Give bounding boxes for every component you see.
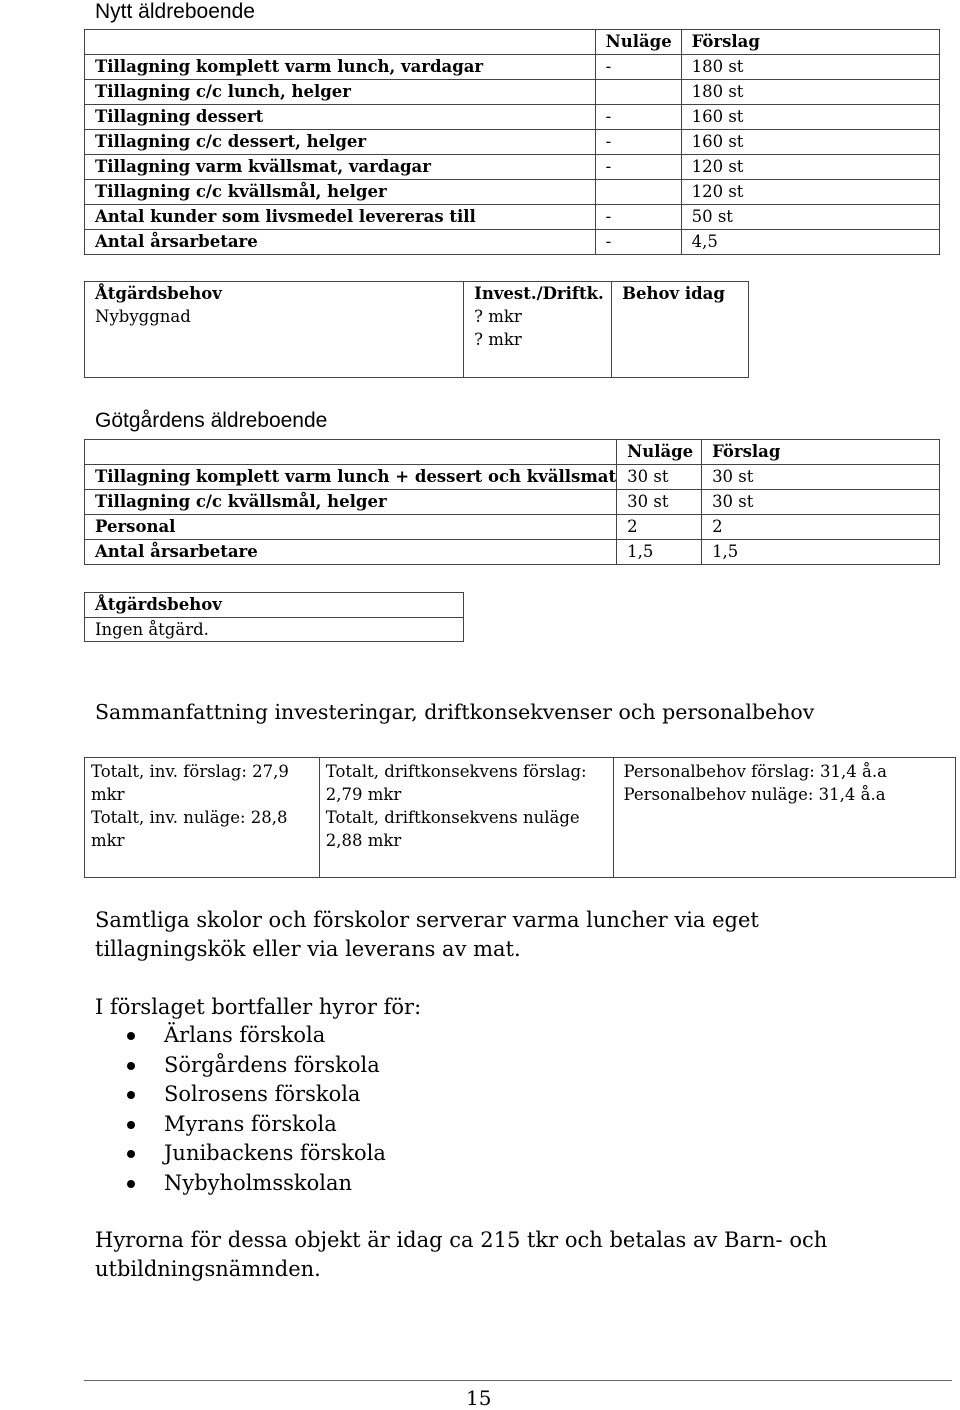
paragraph-line: tillagningskök eller via leverans av mat. — [95, 937, 521, 961]
table-row — [85, 540, 940, 565]
bullet-icon — [127, 1091, 135, 1099]
row-nulage — [595, 80, 681, 105]
table-row — [85, 230, 940, 255]
table-row — [85, 55, 940, 80]
row-nulage: 30 st — [617, 490, 702, 515]
row-label: Antal årsarbetare — [85, 540, 617, 565]
bullet-icon — [127, 1150, 135, 1158]
row-nulage: - — [595, 205, 681, 230]
row-label: Antal årsarbetare — [85, 230, 596, 255]
summary-inv-cell — [85, 758, 320, 878]
row-label: Antal kunder som livsmedel levereras till — [85, 205, 596, 230]
header-nulage: Nuläge — [617, 440, 702, 465]
row-forslag: 160 st — [681, 130, 939, 155]
table-atgardsbehov-1 — [84, 281, 749, 378]
list-item-label: Myrans förskola — [164, 1111, 337, 1136]
rent-list — [95, 1021, 386, 1199]
row-forslag: 120 st — [681, 155, 939, 180]
section-title-gotgardens: Götgårdens äldreboende — [95, 409, 328, 432]
bullet-icon — [127, 1032, 135, 1040]
action-header: Åtgärdsbehov — [95, 284, 222, 303]
paragraph-line: utbildningsnämnden. — [95, 1257, 321, 1281]
row-label: Tillagning komplett varm lunch, vardagar — [85, 55, 596, 80]
table-row — [85, 490, 940, 515]
row-label: Tillagning c/c dessert, helger — [85, 130, 596, 155]
row-nulage: - — [595, 155, 681, 180]
row-forslag: 180 st — [681, 55, 939, 80]
list-item-label: Nybyholmsskolan — [164, 1170, 353, 1195]
row-forslag: 2 — [702, 515, 940, 540]
summary-drift-cell — [319, 758, 613, 878]
invest-header: Invest./Driftk. — [474, 284, 604, 303]
list-item — [95, 1139, 386, 1169]
summary-inv-line: mkr — [91, 785, 125, 804]
action-cell-3 — [612, 282, 749, 378]
bullet-icon — [127, 1062, 135, 1070]
summary-drift-line: 2,79 mkr — [325, 785, 402, 804]
paragraph-line: Hyrorna för dessa objekt är idag ca 215 tkr och betalas av Barn- och — [95, 1228, 828, 1252]
summary-personal-line: Personalbehov nuläge: 31,4 å.a — [623, 785, 886, 804]
row-forslag: 160 st — [681, 105, 939, 130]
row-forslag: 30 st — [702, 465, 940, 490]
summary-inv-line: Totalt, inv. nuläge: 28,8 — [91, 808, 288, 827]
summary-inv-line: mkr — [91, 831, 125, 850]
list-item — [95, 1169, 386, 1199]
page-number: 15 — [466, 1386, 492, 1410]
row-nulage: 2 — [617, 515, 702, 540]
table-row — [85, 130, 940, 155]
table-row — [85, 180, 940, 205]
row-label: Tillagning varm kvällsmat, vardagar — [85, 155, 596, 180]
list-item — [95, 1110, 386, 1140]
row-forslag: 120 st — [681, 180, 939, 205]
row-nulage: 1,5 — [617, 540, 702, 565]
row-label: Tillagning dessert — [85, 105, 596, 130]
table-header-row — [85, 440, 940, 465]
header-empty — [85, 30, 596, 55]
bullet-icon — [127, 1180, 135, 1188]
table-row — [85, 465, 940, 490]
list-item-label: Sörgårdens förskola — [164, 1052, 380, 1077]
invest-value-1: ? mkr — [474, 307, 522, 326]
list-item — [95, 1051, 386, 1081]
list-item-label: Ärlans förskola — [164, 1023, 326, 1047]
header-forslag: Förslag — [681, 30, 939, 55]
row-label: Tillagning c/c lunch, helger — [85, 80, 596, 105]
paragraph-rent — [95, 1226, 827, 1284]
bullet-icon — [127, 1121, 135, 1129]
row-forslag: 1,5 — [702, 540, 940, 565]
row-nulage: - — [595, 130, 681, 155]
row-forslag: 30 st — [702, 490, 940, 515]
header-forslag: Förslag — [702, 440, 940, 465]
list-item-label: Junibackens förskola — [164, 1141, 386, 1166]
table-row — [85, 80, 940, 105]
list-item-label: Solrosens förskola — [164, 1082, 361, 1107]
row-nulage — [595, 180, 681, 205]
list-item — [95, 1021, 386, 1051]
row-forslag: 50 st — [681, 205, 939, 230]
row-nulage: - — [595, 105, 681, 130]
row-label: Tillagning c/c kvällsmål, helger — [85, 180, 596, 205]
header-empty — [85, 440, 617, 465]
paragraph-schools — [95, 906, 759, 964]
summary-drift-line: Totalt, driftkonsekvens nuläge — [325, 808, 580, 827]
table-row — [85, 515, 940, 540]
table-nytt-aldreboende — [84, 29, 940, 255]
table-atgardsbehov-2 — [84, 592, 464, 642]
row-nulage: - — [595, 230, 681, 255]
action-value: Nybyggnad — [95, 307, 191, 326]
action-header: Åtgärdsbehov — [85, 593, 464, 618]
summary-drift-line: 2,88 mkr — [325, 831, 402, 850]
row-label: Tillagning c/c kvällsmål, helger — [85, 490, 617, 515]
summary-drift-line: Totalt, driftkonsekvens förslag: — [325, 762, 587, 781]
summary-personal-line: Personalbehov förslag: 31,4 å.a — [623, 762, 887, 781]
list-item — [95, 1080, 386, 1110]
table-row — [85, 155, 940, 180]
section-title-nytt-aldreboende: Nytt äldreboende — [95, 0, 255, 23]
behov-header: Behov idag — [622, 284, 725, 303]
action-value: Ingen åtgärd. — [85, 618, 464, 642]
row-forslag: 4,5 — [681, 230, 939, 255]
summary-inv-line: Totalt, inv. förslag: 27,9 — [91, 762, 289, 781]
header-nulage: Nuläge — [595, 30, 681, 55]
summary-table — [84, 757, 956, 878]
action-cell-2 — [464, 282, 612, 378]
row-nulage: - — [595, 55, 681, 80]
row-nulage: 30 st — [617, 465, 702, 490]
invest-value-2: ? mkr — [474, 330, 522, 349]
paragraph-line: Samtliga skolor och förskolor serverar varma luncher via eget — [95, 908, 759, 932]
row-label: Tillagning komplett varm lunch + dessert och kvällsmat — [85, 465, 617, 490]
footer-rule — [84, 1380, 952, 1381]
table-row — [85, 105, 940, 130]
table-row — [85, 205, 940, 230]
table-header-row — [85, 30, 940, 55]
table-gotgardens — [84, 439, 940, 565]
summary-personal-cell — [613, 758, 955, 878]
row-label: Personal — [85, 515, 617, 540]
action-cell-1 — [85, 282, 464, 378]
row-forslag: 180 st — [681, 80, 939, 105]
summary-title: Sammanfattning investeringar, driftkonsekvenser och personalbehov — [95, 700, 815, 724]
list-intro: I förslaget bortfaller hyror för: — [95, 995, 422, 1019]
